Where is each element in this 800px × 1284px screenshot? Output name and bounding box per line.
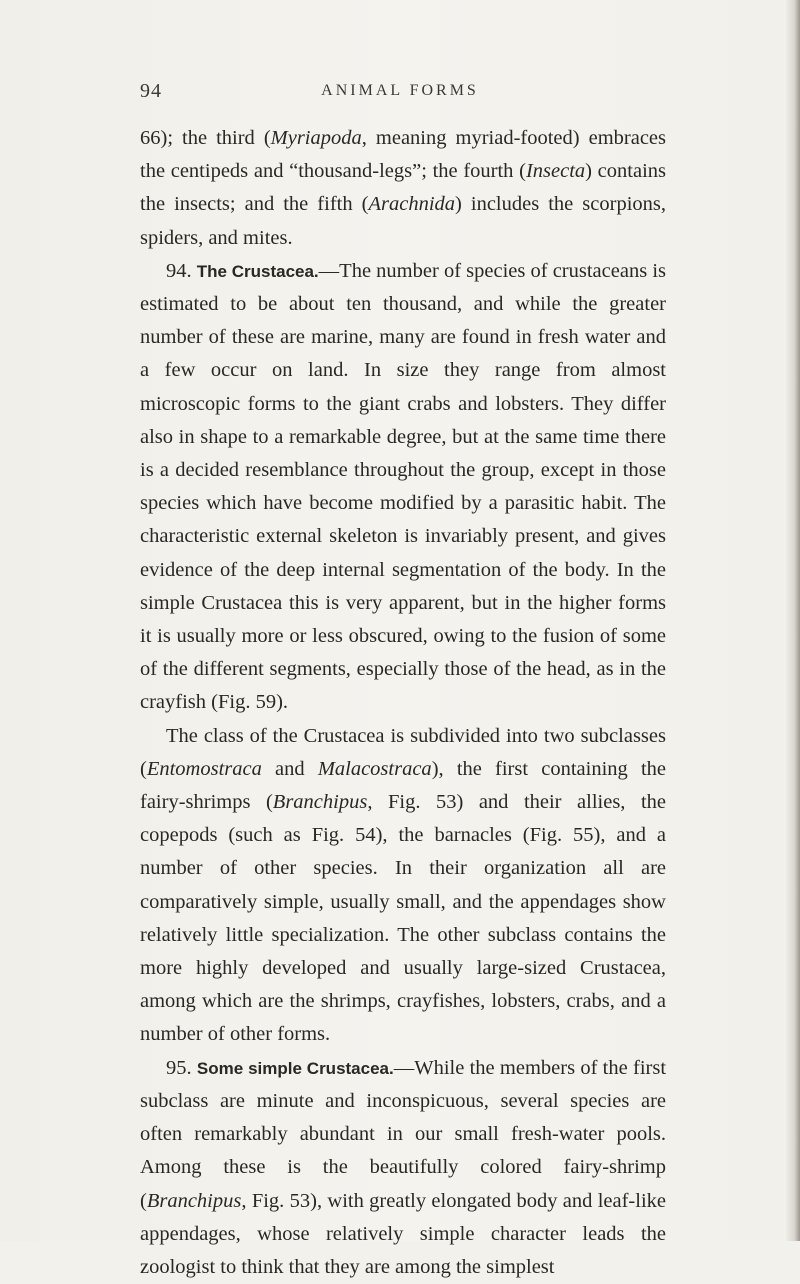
text-span: and — [261, 757, 318, 780]
text-span: ) contains the insects; and the fifth ( — [140, 160, 666, 216]
italic-term: Branchipus — [272, 791, 368, 814]
running-head: ANIMAL FORMS — [321, 82, 479, 99]
page-number: 94 — [140, 80, 162, 102]
body-text — [140, 122, 666, 1284]
section-heading: The Crustacea. — [196, 261, 319, 281]
italic-term: Malacostraca — [317, 757, 432, 780]
italic-term: Arachnida — [368, 193, 456, 216]
section-heading: Some simple Crustacea. — [196, 1058, 394, 1078]
page-edge-shadow — [786, 0, 800, 1241]
italic-term: Insecta — [525, 160, 586, 183]
text-span: , Fig. 53), with greatly elongated body and leaf-like appendages, whose relatively simple character leads the zoologist to think that they are among the simplest — [140, 1189, 666, 1278]
paragraph-95 — [140, 1052, 666, 1284]
paragraph-continuation — [140, 122, 666, 255]
text-span: 66); the third ( — [140, 127, 271, 149]
italic-term: Myriapoda — [270, 127, 362, 149]
paragraph-subclasses — [140, 720, 666, 1052]
paragraph-94 — [140, 255, 666, 720]
section-number: 94. — [166, 259, 192, 282]
text-span: , meaning myriad-footed) embraces the centipeds and “thousand-legs”; the fourth ( — [140, 127, 666, 183]
italic-term: Branchipus — [146, 1189, 242, 1212]
section-number: 95. — [166, 1056, 192, 1079]
text-span: ), the first containing the fairy-shrimps ( — [140, 757, 666, 814]
italic-term: Entomostraca — [146, 757, 262, 780]
page-header — [0, 80, 800, 110]
text-span: —The number of species of crustaceans is estimated to be about ten thousand, and while the greater number of these are marine, many are found in fresh water and a few occur on land. In size they range from almost microscopic forms to the giant crabs and lobsters. They differ also in shape to a remarkable degree, but at the same time there is a decided resemblance throughout the group, except in those species which have become modified by a parasitic habit. The characteristic external skeleton is invariably present, and gives evidence of the deep internal segmentation of the body. In the simple Crustacea this is very apparent, but in the higher forms it is usually more or less obscured, owing to the fusion of some of the different segments, especially those of the head, as in the crayfish (Fig. 59). — [140, 259, 666, 714]
text-span: —While the members of the first subclass are minute and inconspicuous, several species are often remarkably abundant in our small fresh-water pools. Among these is the beautifully colored fairy-shrimp ( — [140, 1056, 667, 1212]
text-span: ) includes the scorpions, spiders, and mites. — [140, 193, 666, 249]
text-span: , Fig. 53) and their allies, the copepods (such as Fig. 54), the barnacles (Fig. 55), and a number of other species. In their organization all are comparatively simple, usually small, and the appendages show relatively little specialization. The other subclass contains the more highly developed and usually large-sized Crustacea, among which are the shrimps, crayfishes, lobsters, crabs, and a number of other forms. — [140, 791, 666, 1046]
text-span: The class of the Crustacea is subdivided into two subclasses ( — [140, 724, 666, 780]
